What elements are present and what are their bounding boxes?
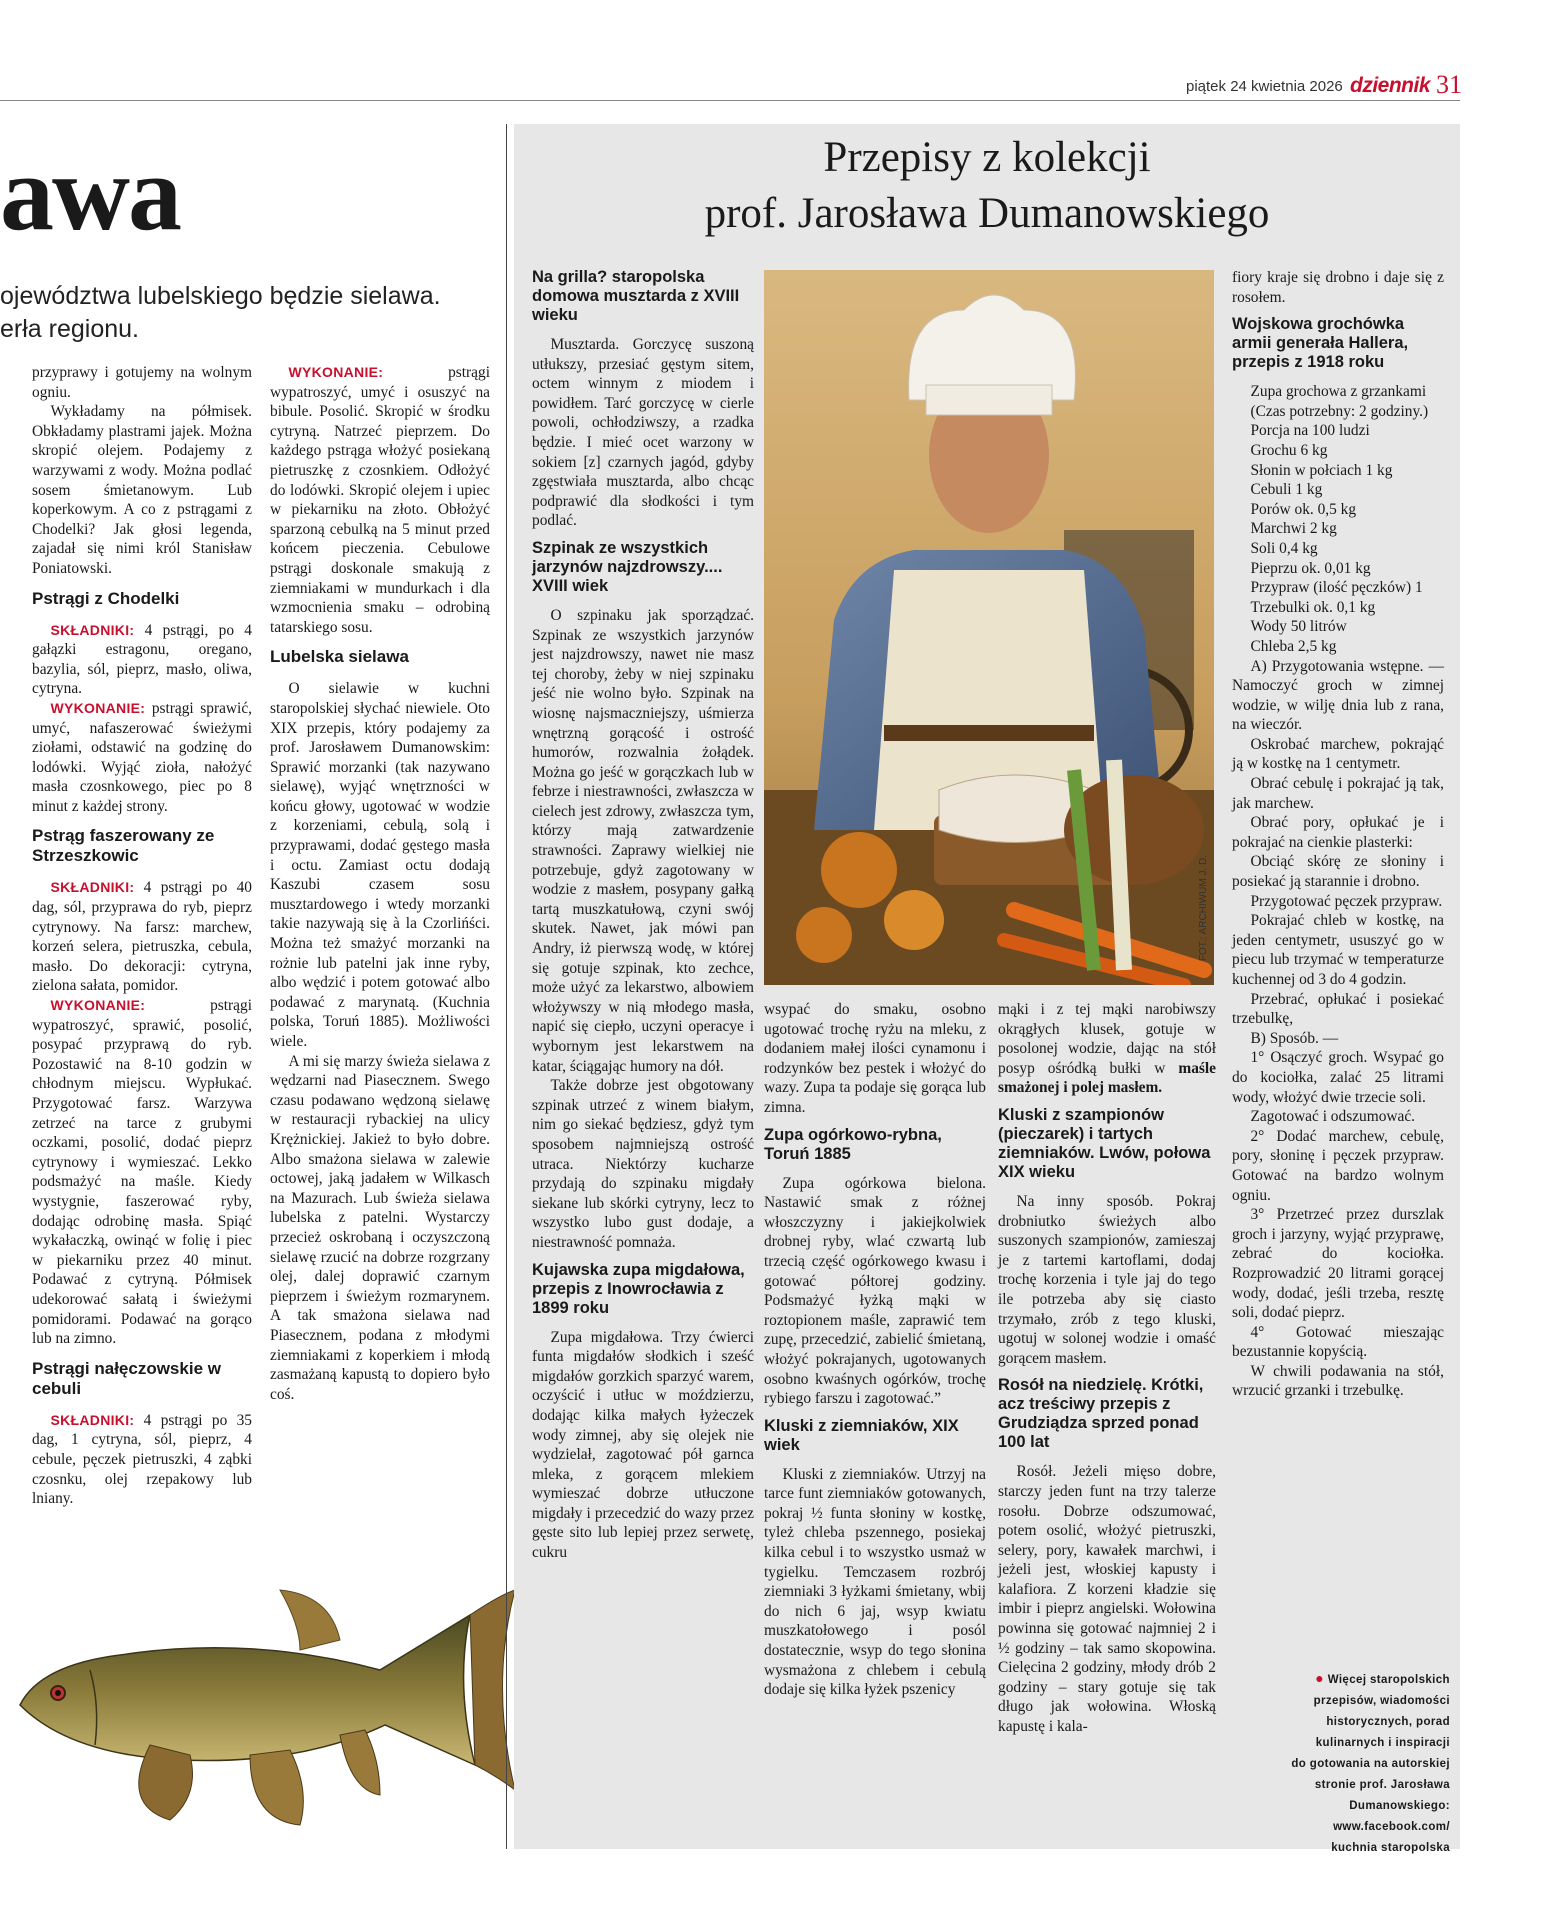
recipe-heading: Lubelska sielawa xyxy=(270,647,409,667)
paragraph: Rosół. Jeżeli mięso dobre, starczy jeden funt na trzy talerze rosołu. Dobrze odszumować, potem osolić, włożyć pietruszki, selery, pory, kawałek marchwi, i jeżeli jest, włoskiej kapusty i kalafiora. Z korzeni kładzie się imbir i pieprz angielski. Wołowina powinna się gotować najmniej 2 i ½ godziny – tak samo skopowina. Cielęcina 2 godziny, młody drób 2 godziny – stary gotuje się tak długo jak wołowina. Włoską kapustę i kala- xyxy=(998,1463,1216,1736)
paragraph-bold-text: maśle smażonej i polej masłem. xyxy=(998,1059,1216,1097)
method-text: pstrągi wypatroszyć, sprawić, posolić, posypać przyprawą do ryb. Pozostawić na 8-10 godzin w chłodnym miejscu. Wypłukać. Przygotować farsz. Warzywa zetrzeć na tarce z grubymi oczkami, posolić, dodać pieprz cytrynowy i wymieszać. Lekko podsmażyć na maśle. Kiedy wystygnie, faszerować ryby, dodając odrobinę masła. Spiąć wykałaczką, owinąć w folię i piec w piekarniku przez 40 minut. Podawać z cytryną. Półmisek udekorować sałatą i świeżymi pomidorami. Podawać na gorąco lub na zimno. xyxy=(32,997,252,1348)
promo-line: historycznych, porad xyxy=(1326,1716,1450,1728)
header-rule xyxy=(0,100,1460,101)
paragraph: 3° Przetrzeć przez durszlak groch i jarzyny, wyjąć przyprawę, zebrać do kociołka. Rozprowadzić 20 litrami gorącej wody, dodać, jeśli trzeba, resztę soli, dodać pieprz. xyxy=(1232,1206,1444,1322)
paragraph: Pokrajać chleb w kostkę, na jeden centymetr, ususzyć go w piecu lub trzymać w temperaturze kuchennej od 3 do 4 godzin. xyxy=(1232,912,1444,988)
paragraph: W chwili podawania na stół, wrzucić grzanki i trzebulkę. xyxy=(1232,1362,1444,1400)
paragraph: Kluski z ziemniaków. Utrzyj na tarce funt ziemniaków gotowanych, pokraj ½ funta słoniny w kostkę, tyleż chleba pszennego, posiekaj kilka cebul i to wszystko usmaż w tygielku. Temczasem rozbrój ziemniaki 3 łyżkami śmietany, wbij do nich 6 jaj, wsyp kwiatu muszkatołowego i posól dostatecznie, wsyp do tego słonina wysmażona z chlebem i cebulą dodaje się kilka łyżek pszenicy xyxy=(764,1465,986,1699)
paragraph: (Czas potrzebny: 2 godziny.) xyxy=(1250,402,1429,420)
method xyxy=(270,363,490,637)
paragraph: Obrać cebulę i pokrajać ją tak, jak marchew. xyxy=(1232,775,1444,812)
paragraph: przyprawy i gotujemy na wolnym ogniu. xyxy=(32,364,252,401)
lead-line: erła regionu. xyxy=(0,315,139,343)
recipe-heading: Kluski z ziemniaków, XIX wiek xyxy=(764,1416,959,1454)
ingredients-text: 4 pstrągi po 40 dag, sól, przyprawa do ryb, pieprz cytrynowy. Na farsz: marchew, korzeń selera, pietruszka, cebula, masło. Do dekoracji: cytryna, zielona sałata, pomidor. xyxy=(32,879,252,995)
photo-credit: FOT.: ARCHIWUM J. D. xyxy=(1198,855,1209,962)
promo-note xyxy=(1260,1668,1450,1859)
ingredients-label: SKŁADNIKI: xyxy=(50,1411,135,1428)
recipe-heading: Pstrągi nałęczowskie w cebuli xyxy=(32,1358,221,1398)
promo-line: kulinarnych i inspiracji xyxy=(1315,1737,1450,1749)
method xyxy=(32,699,252,817)
panel-column-3 xyxy=(998,1000,1216,1737)
ingredient-line: Pieprzu ok. 0,01 kg xyxy=(1250,559,1371,577)
paragraph: Wykładamy na półmisek. Obkładamy plastrami jajek. Można skropić olejem. Podajemy z warzywami z wody. Można podlać sosem śmietanowym. Lub koperkowym. A co z pstrągami z Chodelki? Jak głosi legenda, zajadał się nimi król Stanisław Poniatowski. xyxy=(32,403,252,577)
paragraph: Zagotować i odszumować. xyxy=(1250,1108,1416,1126)
paragraph: Także dobrze jest obgotowany szpinak utrzeć z winem białym, nim go siekać będziesz, gdyż tym sposobem najmniejszą ostrość utraca. Niektórzy kucharze przydają do szpinaku migdały siekane lub skórki cytryny, lecz to wszystko lubo gust dodaje, a niestrawność pomnaża. xyxy=(532,1077,754,1251)
method xyxy=(32,996,252,1349)
recipe-heading: Pstrąg faszerowany ze Strzeszkowic xyxy=(32,826,215,866)
recipe-heading: Na grilla? staropolska domowa musztarda z XVIII wieku xyxy=(532,268,740,324)
paragraph: Oskrobać marchew, pokrająć ją w kostkę na 1 centymetr. xyxy=(1232,735,1444,773)
paragraph: 2° Dodać marchew, cebulę, pory, słoninę i pęczek przypraw. Gotować na bardzo wolnym ogniu. xyxy=(1232,1127,1444,1204)
ingredients-label: SKŁADNIKI: xyxy=(50,879,135,896)
article-lead xyxy=(0,280,441,346)
paragraph: Zupa grochowa z grzankami xyxy=(1250,383,1427,401)
recipe-heading: Wojskowa grochówka armii generała Hallera, przepis z 1918 roku xyxy=(1232,315,1409,372)
promo-line xyxy=(1260,1668,1450,1691)
lead-line: ojewództwa lubelskiego będzie sielawa. xyxy=(0,282,441,310)
ingredient-line: Porów ok. 0,5 kg xyxy=(1250,500,1357,518)
newspaper-logo: dziennik xyxy=(1350,74,1431,97)
paragraph: Zupa migdałowa. Trzy ćwierci funta migdałów słodkich i sześć migdałów gorzkich sparzyć warem, oczyścić i utłuc w moździerzu, dodając kilka małych łyżeczek wody zimnej, aby się olejek nie wydzielał, zagotować pół garnca mleka, z gorącem mlekiem wymieszać dobrze utłuczone migdały i przecedzić do wazy przez gęste sito lub lepiej przez serwetę, cukru xyxy=(532,1328,754,1562)
paragraph: A) Przygotowania wstępne. — Namoczyć groch w zimnej wodzie, w wilję dnia lub z rana, na wieczór. xyxy=(1232,657,1444,734)
tench-fish-illustration xyxy=(0,1575,520,1835)
bullet-icon: ● xyxy=(1315,1670,1325,1686)
method-text: pstrągi sprawić, umyć, nafaszerować świeżymi ziołami, odstawić na godzinę do lodówki. Wyjąć zioła, nałożyć masła czosnkowego, piec po 8 minut z każdej strony. xyxy=(32,699,252,815)
paragraph: Na inny sposób. Pokraj drobniutko świeżych albo suszonych szampionów, zamieszaj je z tartemi kartoflami, dodaj trochę korzenia i tyle jaj do tego ile potrzeba aby się ciasto trzymało, zrób z tego kluski, ugotuj w solonej wodzie i omaść gorącem masłem. xyxy=(998,1192,1216,1367)
issue-date: piątek 24 kwietnia 2026 xyxy=(1186,78,1343,95)
panel-column-2 xyxy=(764,1000,986,1700)
ingredients-label: SKŁADNIKI: xyxy=(50,621,135,638)
paragraph: B) Sposób. — xyxy=(1250,1029,1339,1047)
ingredient-list xyxy=(1232,421,1444,656)
paragraph: 1° Osączyć groch. Wsypać go do kociołka, zalać 25 litrami wody, włożyć dwie trzecie soli. xyxy=(1232,1049,1444,1106)
paragraph: Zupa ogórkowa bielona. Nastawić smak z różnej włoszczyzny i jakiejkolwiek drobnej ryby, wlać czwartą lub trzecią część ogórkowego kwasu i gotować półtorej godziny. Podsmażyć łyżką mąki w roztopionem maśle, zaprawić tem zupę, przecedzić, zabielić śmietaną, włożyć pokrajanych, ugotowanych osobno kwaśnych ogórków, trochę rybiego farszu i zagotować.” xyxy=(764,1174,986,1408)
ingredient-line: Marchwi 2 kg xyxy=(1250,520,1337,538)
ingredient-line: Wody 50 litrów xyxy=(1250,618,1347,636)
recipe-heading: Pstrągi z Chodelki xyxy=(32,588,180,608)
promo-line: do gotowania na autorskiej xyxy=(1291,1758,1450,1770)
ingredient-line: Trzebulki ok. 0,1 kg xyxy=(1250,598,1376,616)
paragraph: fiory kraje się drobno i daje się z rosołem. xyxy=(1232,269,1444,306)
paragraph-text: mąki i z tej mąki narobiwszy okrągłych klusek, gotuje w posolonej wodzie, dając na stół posyp ośródką bułki w xyxy=(998,1001,1216,1077)
promo-line: Dumanowskiego: xyxy=(1349,1800,1450,1812)
paragraph: A mi się marzy świeża sielawa z wędzarni nad Piasecznem. Swego czasu podawano wędzoną sielawę w restauracji rybackiej na ulicy Krężnickiej. Jakież to było dobre. Albo smażona sielawa w zalewie octowej, jaką jadałem w Wilkasch na Mazurach. Lub świeża sielawa lubelska z patelni. Wystarczy przecież oskrobaną i oczyszczoną sielawę rzucić na dobrze rozgrzany olej, dalej doprawić czarnym pieprzem i świeżym rozmarynem. A tak smażona sielawa nad Piasecznem, podana z młodymi ziemniakami z koperkiem i młodą zasmażaną kapustą to dopiero było coś. xyxy=(270,1052,490,1403)
recipe-heading: Szpinak ze wszystkich jarzynów najzdrowszy.... XVIII wiek xyxy=(532,538,723,595)
panel-column-1 xyxy=(532,268,754,1563)
paragraph: Przygotować pęczek przypraw. xyxy=(1250,892,1443,910)
method-text: pstrągi wypatroszyć, umyć i osuszyć na bibule. Posolić. Skropić w środku cytryną. Natrzeć pieprzem. Do każdego pstrąga włożyć posiekaną pietruszkę z czosnkiem. Odłożyć do lodówki. Skropić olejem i upiec w piekarniku na złoto. Obłożyć sparzoną cebulką na 5 minut przed końcem pieczenia. Cebulowe pstrągi doskonale smakują z ziemniakami w mundurkach i dla wzmocnienia smaku – odrobiną tatarskiego sosu. xyxy=(270,364,490,636)
article-title-fragment: awa xyxy=(0,134,180,253)
promo-link[interactable]: www.facebook.com/ xyxy=(1333,1821,1450,1833)
method-label: WYKONANIE: xyxy=(288,364,384,380)
paragraph: O szpinaku jak sporządzać. Szpinak ze wszystkich jarzynów jest najzdrowszy, nawet nie masz tej choroby, żeby w niej szpinaku jeść nie wolno było. Szpinak na wiosnę najsmaczniejszy, uśmierza wnętrzną gorącość i ostrość humorów, rozwalnia żołądek. Można go jeść w gorączkach lub w febrze i niestrawności, zwłaszcza w cielech jest zdrowy, zwłaszcza tym, którzy mają zatwardzenie strawności. Zaprawy wielkiej nie potrzebuje, gdyż zagotowany w wodzie z masłem, posypany gałką tartą muszkatułową, czyni swój skutek. Nawet, jak mówi pan Andry, iż pierwszą wodę, w której się gotuje szpinak, kto zechce, może użyć za lekarstwo, albowiem włożywszy w nią młodego masła, napić się ciepło, uczyni operacye i wybornym jest lekarstwem na katar, ściągając humory na dół. xyxy=(532,606,754,1075)
panel-title-line: Przepisy z kolekcji xyxy=(823,134,1151,181)
ingredients xyxy=(32,878,252,996)
paragraph: Przebrać, opłukać i posiekać trzebulkę, xyxy=(1232,990,1444,1028)
left-column-1 xyxy=(32,363,252,1509)
paragraph: Obrać pory, opłukać je i pokrajać na cienkie plasterki: xyxy=(1232,814,1444,851)
page-divider xyxy=(506,124,507,1849)
panel-title-line: prof. Jarosława Dumanowskiego xyxy=(704,190,1270,237)
ingredients-text: 4 pstrągi po 35 dag, 1 cytryna, sól, pieprz, 4 cebule, pęczek pietruszki, 4 ząbki czosnku, olej rzepakowy lub lniany. xyxy=(32,1411,252,1508)
ingredient-line: Cebuli 1 kg xyxy=(1250,481,1323,499)
ingredient-line: Soli 0,4 kg xyxy=(1250,539,1318,557)
method-label: WYKONANIE: xyxy=(50,699,146,716)
ingredient-line: Porcja na 100 ludzi xyxy=(1250,422,1370,440)
promo-link[interactable]: kuchnia staropolska xyxy=(1331,1842,1450,1854)
ingredient-line: Przypraw (ilość pęczków) 1 xyxy=(1250,579,1423,597)
recipe-heading: Rosół na niedzielę. Krótki, acz treściwy przepis z Grudziądza sprzed ponad 100 lat xyxy=(998,1376,1204,1452)
recipe-heading: Kujawska zupa migdałowa, przepis z Inowrocławia z 1899 roku xyxy=(532,1260,745,1317)
paragraph: O sielawie w kuchni staropolskiej słychać niewiele. Oto XIX przepis, który podajemy za prof. Jarosławem Dumanowskim: Sprawić morzanki (tak nazywano sielawę), wyjąć wnętrzności w końcu głowy, ugotować w wodzie z korzeniami, cebulą, solą i przyprawami, dodać gęstego masła i octu. Zamiast octu dodają Kaszubi czasem sosu musztardowego i wtedy morzanki takie nazywają się à la Czorlińści. Można też smażyć morzanki na rożnie lub patelni jak inne ryby, albo wędzić i potem gotować albo podawać z marynatą. (Kuchnia polska, Toruń 1885). Możliwości wiele. xyxy=(270,680,490,1050)
left-column-2 xyxy=(270,363,490,1404)
chef-illustration xyxy=(764,270,1214,985)
ingredient-line: Słonin w połciach 1 kg xyxy=(1250,461,1393,479)
ingredients xyxy=(32,621,252,699)
method-label: WYKONANIE: xyxy=(50,997,146,1014)
promo-line: przepisów, wiadomości xyxy=(1313,1695,1450,1707)
ingredient-line: Grochu 6 kg xyxy=(1250,441,1328,459)
recipe-heading: Zupa ogórkowo-rybna, Toruń 1885 xyxy=(764,1125,942,1163)
promo-line: stronie prof. Jarosława xyxy=(1314,1779,1450,1791)
ingredients-text: 4 pstrągi, po 4 gałązki estragonu, oregano, bazylia, sól, pieprz, masło, oliwa, cytryna. xyxy=(32,621,252,698)
paragraph: 4° Gotować mieszając bezustannie kopyścią. xyxy=(1232,1323,1444,1361)
paragraph: Obciąć skórę ze słoniny i posiekać ją starannie i drobno. xyxy=(1232,853,1444,891)
recipe-heading: Kluski z szampionów (pieczarek) i tartych ziemniaków. Lwów, połowa XIX wieku xyxy=(998,1105,1211,1181)
panel-title xyxy=(514,130,1460,242)
page-number: 31 xyxy=(1436,70,1462,99)
promo-text: Więcej staropolskich xyxy=(1327,1674,1450,1686)
ingredients xyxy=(32,1411,252,1509)
paragraph xyxy=(998,1000,1216,1098)
panel-column-4 xyxy=(1232,268,1444,1401)
paragraph: wsypać do smaku, osobno ugotować trochę ryżu na mleku, z dodaniem małej ilości cynamonu i rodzynków bez pestek i włożyć do wazy. Zupa ta podaje się gorąca lub zimna. xyxy=(764,1001,986,1116)
paragraph: Musztarda. Gorczycę suszoną utłukszy, przesiać gęstym sitem, octem winnym z miodem i powidłem. Tarć gorczycę w cierle powoli, ochłodziwszy, a rzadka będzie. I mieć ocet warzony w sokiem [z] czarnych jagód, gdyby zgęstwiała musztarda, albo chcąc podprawić dla słodkości i tym podlać. xyxy=(532,336,754,530)
ingredient-line: Chleba 2,5 kg xyxy=(1250,637,1337,655)
